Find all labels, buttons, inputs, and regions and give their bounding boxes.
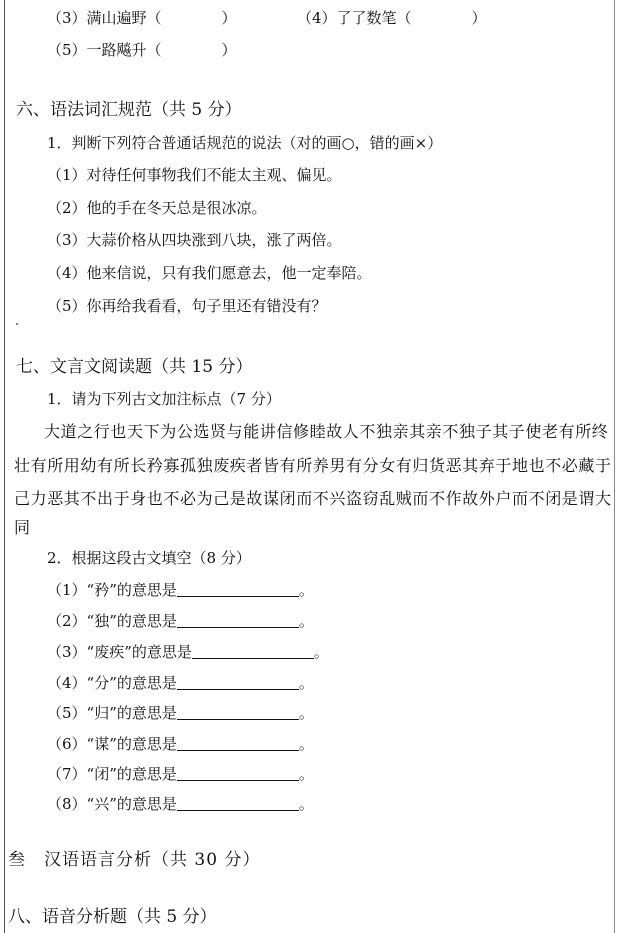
answer-blank <box>177 582 299 597</box>
section6-item-4: （4）他来信说，只有我们愿意去，他一定奉陪。 <box>47 264 372 282</box>
answer-blank <box>192 644 314 659</box>
fill-item-6: （6）“谋”的意思是 。 <box>47 735 314 753</box>
passage-line-3: 己力恶其不出于身也不必为己是故谋闭而不兴盗窃乱贼而不作故外户而不闭是谓大 <box>14 489 612 508</box>
answer-blank <box>177 705 299 720</box>
section6-item-2: （2）他的手在冬天总是很冰凉。 <box>47 199 267 217</box>
section7-question2: 2．根据这段古文填空（8 分） <box>47 549 251 567</box>
fill-item-4: （4）“分”的意思是 。 <box>47 674 314 692</box>
passage-line-1: 大道之行也天下为公选贤与能讲信修睦故人不独亲其亲不独子其子使老有所终 <box>44 422 609 441</box>
page-right-border <box>614 0 615 933</box>
answer-blank <box>177 766 299 781</box>
top-item-5: （5）一路飚升（ ） <box>47 41 237 59</box>
fill-item-8: （8）“兴”的意思是 。 <box>47 795 314 813</box>
part3-heading: 叁 汉语语言分析（共 30 分） <box>8 850 261 870</box>
top-item-3: （3）满山遍野（ ） <box>47 9 237 27</box>
section6-item-3: （3）大蒜价格从四块涨到八块，涨了两倍。 <box>47 231 342 249</box>
answer-blank <box>177 675 299 690</box>
passage-line-2: 壮有所用幼有所长矜寡孤独废疾者皆有所养男有分女有归货恶其弃于地也不必藏于 <box>14 456 612 475</box>
fill-item-7: （7）“闭”的意思是 。 <box>47 765 314 783</box>
section8-heading: 八、语音分析题（共 5 分） <box>8 907 217 927</box>
section6-question1: 1．判断下列符合普通话规范的说法（对的画○，错的画×） <box>47 134 443 152</box>
section7-question1: 1．请为下列古文加注标点（7 分） <box>47 390 281 408</box>
answer-blank <box>177 796 299 811</box>
page-left-border <box>4 0 5 933</box>
answer-blank <box>177 736 299 751</box>
fill-item-5: （5）“归”的意思是 。 <box>47 704 314 722</box>
section6-item-5: （5）你再给我看看，句子里还有错没有？ <box>47 297 327 315</box>
answer-blank <box>177 613 299 628</box>
top-item-4: （4）了了数笔（ ） <box>297 9 487 27</box>
section7-heading: 七、文言文阅读题（共 15 分） <box>16 357 253 377</box>
fill-item-1: （1）“矜”的意思是 。 <box>47 581 314 599</box>
passage-line-4: 同 <box>14 518 31 537</box>
section6-heading: 六、语法词汇规范（共 5 分） <box>16 100 242 120</box>
fill-item-3: （3）“废疾”的意思是 。 <box>47 643 329 661</box>
fill-item-2: （2）“独”的意思是 。 <box>47 612 314 630</box>
section6-item-1: （1）对待任何事物我们不能太主观、偏见。 <box>47 166 342 184</box>
scan-speck <box>16 323 18 325</box>
